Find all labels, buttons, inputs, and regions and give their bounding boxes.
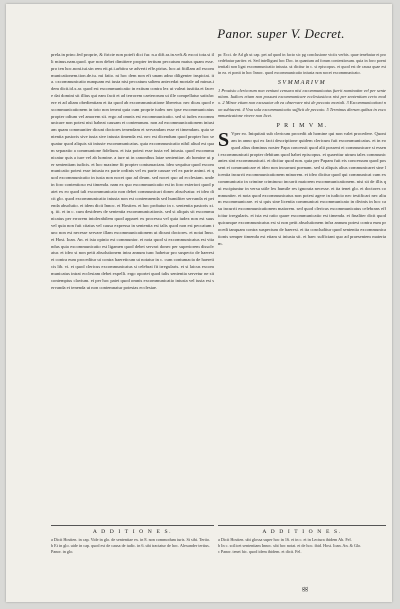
summarium-heading: SVMMARIVM: [277, 80, 327, 86]
footnote: a Dicit Hostien. in cap. Vide in glo. de sententiae ex. in 8. non commodum iuris. Si sibi. Tertio.: [51, 537, 211, 542]
summarium-text: 1 Prouisio clericorum non veniunt censura nisi excommunicatus fuerit nominatim vel per sententiam. Iudices etiam non possunt excommunicare ecclesiasticos nisi per sententiam certo modo. 2 Minor etiam non excusatur ab ea observare nisi de peccato mortali. 3 Excommunicationi non subiacent. 4 Vna sola excommunicatio sufficit de peccato. 5 Terminus dierum quibus in excommunicatione vivere non licet.: [218, 88, 386, 118]
left-column-text: prela.in princ.fed proprie, & ftricte non poteft dici fur. n.a dift.ra.in.veft.& excoi tota.si illi minus.nam.quod. que non debet dimittere propter tertium peccatum maius quam esse. pro ten hoc.noni.tui.sin rem eit.pt.i.arbitra se adverti effe.ptrius. hoc.ut fitillam ad excommunicationem.tion.de.tu. mi fatio. ni hoc dem non eft unam adno diligenter inspiciat. ita. cxcommunicatio nunquam est iusta nisi peccatum saltem antecedat mortale ad minus.idem dicit.id.x.ar. quod est excommunicatio in exitum contra lex ut valeat iustitia.et facere dat domini sit illius qui eam facit et ad terrorem caeterorum ut ille compellatur satisfacere et ad aliam obedientiam et ita quod ab excommunicatione liberetur. nec dicas quod excommunicationem in toto non teneat quia cum proprie iudex nec ipse excommunicatus propter odium vel amorem sit. ergo ad omnis est excommunicatio. sed si iudex excommunicare non potest nisi habeat causam et contemnum. non ad excommunicationem iniustam quam communiter dicunt doctores tenendam et servandam esse et timendam. quia sententia pastoris sive iusta sive iniusta timenda est. nec est dicendum quod propter hoc sequatur quod aliquis sit iniuste excommunicatus. quia excommunicatio nihil aliud est quam separatio a communione fidelium. et ista potest esse iusta vel iniusta. quod excommunicatur quis a iure vel ab homine. a iure ut in canonibus latae sententiae. ab homine ut per sententiam iudicis. et hoc maxime fit propter contumaciam. ideo sequitur quod excommunicatio potest esse iniusta ex parte ordinis vel ex parte causae vel ex parte animi. et quod excommunicatio in iusta non nocet quo ad deum. sed nocet quo ad ecclesiam. unde in foro contentioso est timenda. nam ex quo excommunicatio est in foro exteriori quod patet ex eo quod tali excommunicato non debet communicari donec absolvatur. et ideo dicit glo. quod excommunicatio iniusta non est contemnenda sed humiliter servanda et petenda absolutio. et idem dicit Innoc. et Hostien. et hoc probatur in c. sententia pastoris xi. q. iii. et in c. cum desideres de sententia excommunicationis. sed si aliquis sit excommunicatus per errorem intolerabilem quod apparet ex processu vel quia iudex non est suus vel quia non fuit citatus vel causa expressa in sententia est talis quod non est peccatum tunc non est necesse servare illam excommunicationem ut dicunt doctores. et notat Inno. et Host. Ioan. An. et ista opinio est communior. et nota quod si excommunicatus est vitandus quia excommunicatio est ligamen quod debet servari donec per superiorem dissolvatur. et ideo si non petit absolutionem intra annum tunc habetur pro suspecto de haeresi et contra eum proceditur ut contra haereticum ut notatur in c. cum contumacia de haereticis lib. vi. et quod clericus excommunicatus si celebrat fit irregularis. et si laicus excommunicatus intrat ecclesiam debet expelli. ergo oportet quod talis sententia servetur ne sit contemptus clavium. et per hoc patet quod omnis excommunicatio iniusta vel iusta est servanda et tenenda ut non contemnatur potestas ecclesiae.: [51, 52, 214, 290]
section-body: Vper eo. Iniquitati sub clericum procedit ab homine qui non valet procedere. Quoniam in anno qui ex facti descriptione quidem clericum fuit excommunicatus. et in eo quod alius dominus noster Papa concessit quod alii possent ei communicare si essent excommunicati propter debitum quod habet episcopus. et quaeritur utrum tales communicantes sint excommunicati. et dicitur quod non. quia per Papam fuit eis concessum quod possent ei communicare et ideo non incurrunt poenam. sed si aliquis alius communicaret sine licentia incurrit excommunicationem minorem. et ideo dicitur quod qui communicat cum excommunicato in crimine criminoso incurrit maiorem excommunicationem. nisi sit de illis qui excipiuntur in versu utile lex humile res ignorata necesse. et ita tenet glo. et doctores communiter. et nota quod excommunicatus non potest agere in iudicio nec testificari nec alium excommunicare. et si quis sine licentia communicat excommunicato in divinis in hoc casu incurrit excommunicationem maiorem. sed quod clericus excommunicatus celebrans efficitur irregularis. et ista est ratio quare excommunicatio est timenda. et finaliter dicit quod quicunque excommunicatus est si non petit absolutionem infra annum potest contra eum procedi tanquam contra suspectum de haeresi. et ita concluditur quod sententia excommunicationis semper timenda est etiam si iniusta sit. et haec sufficiant quo ad praesentem materiam.: [218, 131, 386, 246]
section-heading: P R I M V M.: [276, 123, 328, 130]
left-additiones-heading: A D D I T I O N E S.: [92, 529, 173, 535]
signature-mark: gg: [302, 586, 308, 592]
right-divider-rule: [218, 525, 386, 526]
section-text: [218, 131, 386, 247]
footnote: c Panor. tenet hic. quod idem ibidem. et dicit. Fel.: [218, 549, 302, 555]
footnote: a Dicit Hostien. ubi glossa super hoc in 16. et in c. et in Lectura ibidem Ab. Fel.: [218, 537, 352, 542]
right-additiones-heading: A D D I T I O N E S.: [262, 529, 342, 535]
footnote: b In c. scilicet sententiam Innoc. ubi hoc notat. et de hoc. ibid. Host. Ioan. An. & Glo.: [218, 543, 362, 549]
footnote: b Et in glo. uide in cap. quod est de causa de iudic. in 6. ubi tractatur de hoc. Alexander tertius. Panor. in glo.: [51, 543, 210, 555]
document-page: [6, 4, 392, 602]
left-additiones-notes: [51, 537, 214, 556]
drop-capital: S: [218, 129, 230, 152]
running-header: Panor. super V. Decret.: [217, 26, 345, 41]
right-column-intro: pr. Ecci. de Ad gb ut cap. pet ad quod in facto sic pg conclusione viciis verbis. quae tenebatur et procedebatur pariter. et. Sed intelligunt hoc Doc. in quantum ad forum contentiosum. quia in foro poenitentiali non ligat excommunicatio iniusta. ut dicitur in c. si episcopus. et quod est de causa quae est in ea. et ponit in hoc Innoc. quod excommunicatio iniusta non nocet excommunicato.: [218, 52, 386, 75]
left-column: [51, 52, 214, 522]
right-additiones-notes: [218, 537, 386, 556]
left-divider-rule: [51, 525, 214, 526]
right-column: [218, 52, 386, 522]
